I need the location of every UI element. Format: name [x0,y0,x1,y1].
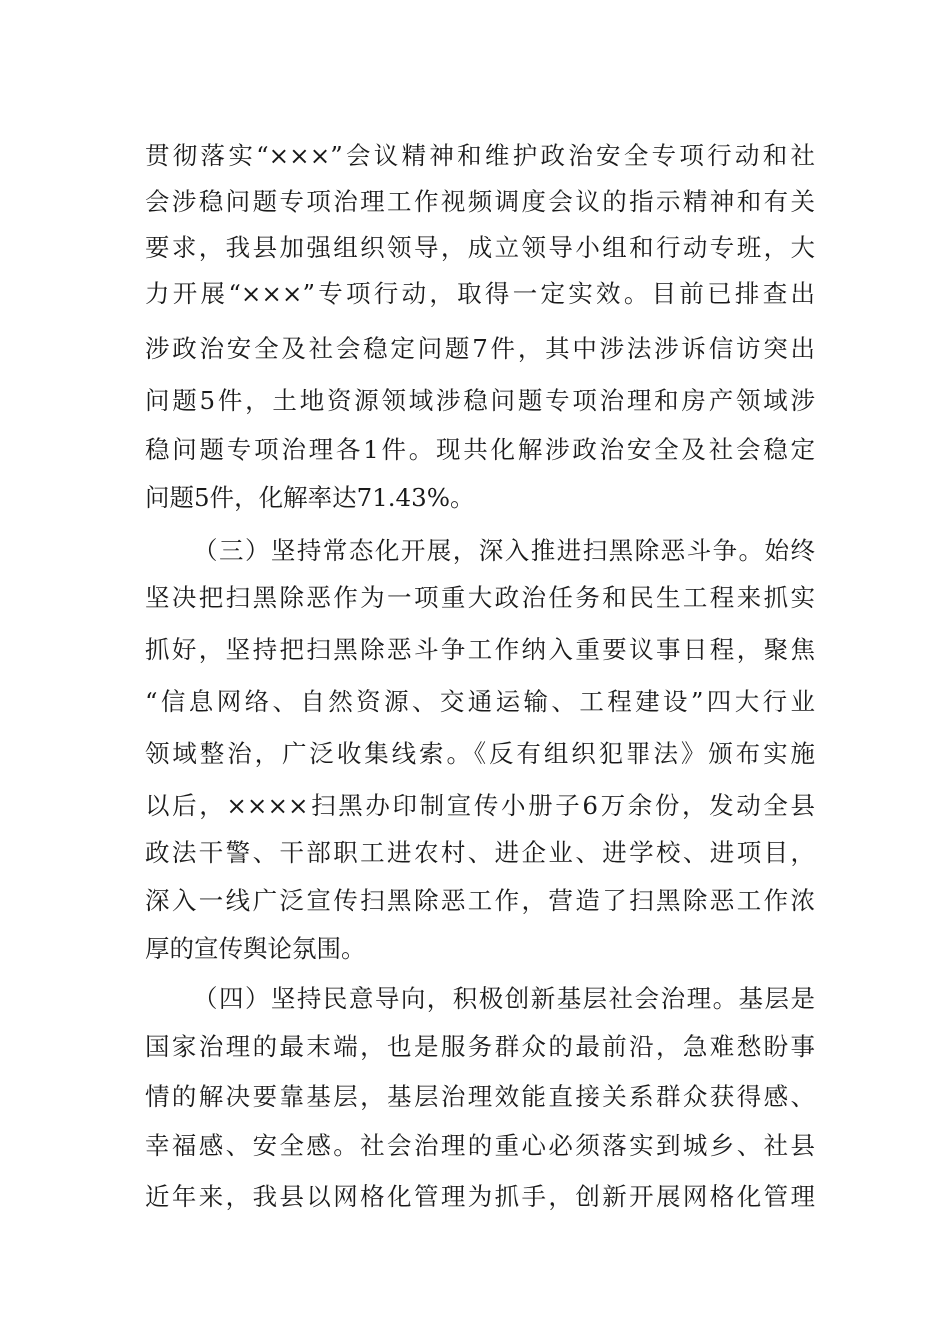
text-line: 会涉稳问题专项治理工作视频调度会议的指示精神和有关 [145,187,815,216]
text-line: 抓好，坚持把扫黑除恶斗争工作纳入重要议事日程，聚焦 [145,635,815,664]
text-line: 国家治理的最末端，也是服务群众的最前沿，急难愁盼事 [145,1032,815,1061]
text-line: 要求，我县加强组织领导，成立领导小组和行动专班，大 [145,233,815,262]
text-line: 力开展“×××”专项行动，取得一定实效。目前已排查出 [145,279,815,308]
text-line: 政法干警、干部职工进农村、进企业、进学校、进项目， [145,838,815,867]
text-line: 问题5件，化解率达71.43%。 [145,483,475,512]
text-line: 以后，××××扫黑办印制宣传小册子6万余份，发动全县 [145,791,815,820]
text-line: 情的解决要靠基层，基层治理效能直接关系群众获得感、 [145,1082,815,1111]
text-line: 问题5件，土地资源领域涉稳问题专项治理和房产领域涉 [145,386,815,415]
text-line: “信息网络、自然资源、交通运输、工程建设”四大行业 [145,687,815,716]
text-line: 领域整治，广泛收集线索。《反有组织犯罪法》颁布实施 [145,739,815,768]
text-line: 坚决把扫黑除恶作为一项重大政治任务和民生工程来抓实 [145,583,815,612]
text-line: 近年来，我县以网格化管理为抓手，创新开展网格化管理 [145,1182,815,1211]
text-line: 厚的宣传舆论氛围。 [145,934,366,963]
paragraph-heading-three: （三）坚持常态化开展，深入推进扫黑除恶斗争。始终 [193,536,815,565]
text-line: 贯彻落实“×××”会议精神和维护政治安全专项行动和社 [145,141,815,170]
text-line: 幸福感、安全感。社会治理的重心必须落实到城乡、社县 [145,1131,815,1160]
paragraph-heading-four: （四）坚持民意导向，积极创新基层社会治理。基层是 [193,984,815,1013]
text-line: 深入一线广泛宣传扫黑除恶工作，营造了扫黑除恶工作浓 [145,886,815,915]
text-line: 涉政治安全及社会稳定问题7件，其中涉法涉诉信访突出 [145,334,815,363]
text-line: 稳问题专项治理各1件。现共化解涉政治安全及社会稳定 [145,435,815,464]
